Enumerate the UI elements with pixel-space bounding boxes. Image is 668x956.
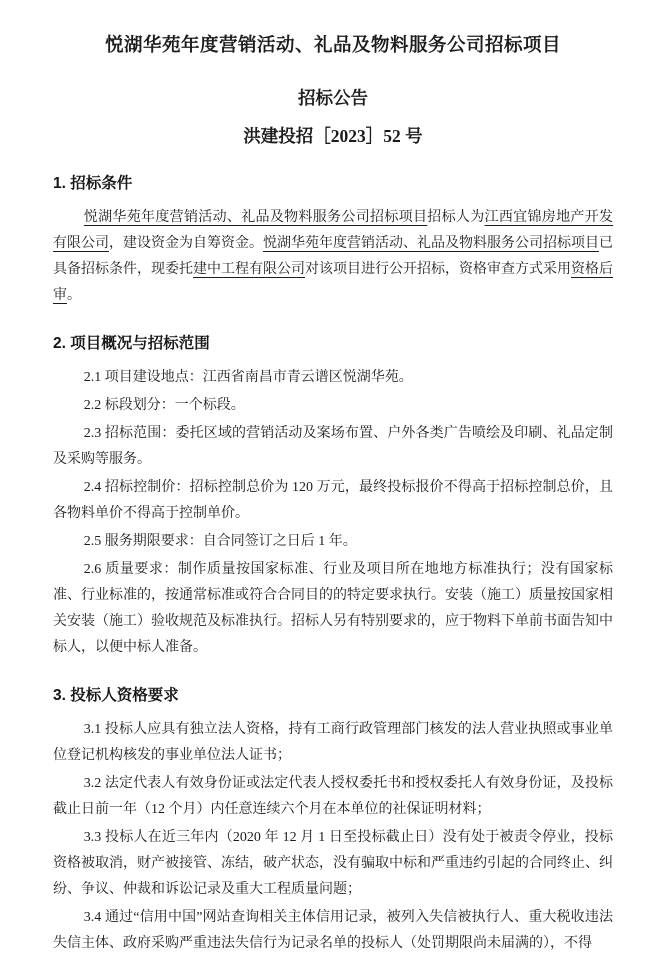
section-2-paragraph-quality: 2.6 质量要求：制作质量按国家标准、行业及项目所在地地方标准执行；没有国家标准、行业标准的，按通常标准或符合合同目的的特定要求执行。安装（施工）质量按国家相关安装（施工）验收规范及标准执行。招标人另有特别要求的，应于物料下单前书面告知中标人，以便中标人准备。 <box>53 562 613 655</box>
section-project-overview <box>53 333 613 661</box>
document-subtitle: 招标公告 <box>298 88 368 108</box>
section-3-paragraph-credit-china: 3.4 通过“信用中国”网站查询相关主体信用记录，被列入失信被执行人、重大税收违法失信主体、政府采购严重违法失信行为记录名单的投标人（处罚期限尚未届满的），不得 <box>53 910 613 951</box>
section-3-paragraph-representative: 3.2 法定代表人有效身份证或法定代表人授权委托书和授权委托人有效身份证，及投标截止日前一年（12 个月）内任意连续六个月在本单位的社保证明材料； <box>53 776 613 817</box>
section-3-heading: 3. 投标人资格要求 <box>53 687 179 704</box>
text-run: 招标人为 <box>427 210 485 225</box>
section-2-paragraph-location: 2.1 项目建设地点：江西省南昌市青云谱区悦湖华苑。 <box>83 370 413 385</box>
underlined-text-run: 江西宜锦房地产开发有限公司 <box>53 210 614 251</box>
text-run: ，建设资金为自筹资金。 <box>109 236 263 251</box>
underlined-text-run: 悦湖华苑年度营销活动、礼品及物料服务公司招标项目 <box>263 236 599 251</box>
text-run: 。 <box>67 288 81 303</box>
underlined-text-run: 资格后审 <box>53 262 613 303</box>
section-bidder-qualifications <box>53 685 613 956</box>
section-2-paragraph-scope: 2.3 招标范围：委托区域的营销活动及案场布置、户外各类广告喷绘及印刷、礼品定制及采购等服务。 <box>53 426 613 467</box>
section-1-paragraph <box>53 205 613 309</box>
underlined-text-run: 悦湖华苑年度营销活动、礼品及物料服务公司招标项目 <box>83 210 428 225</box>
section-bidding-conditions <box>53 173 613 309</box>
text-run: 已具备招标条件，现委托 <box>53 236 613 277</box>
section-2-heading: 2. 项目概况与招标范围 <box>53 335 210 352</box>
underlined-text-run: 建中工程有限公司 <box>193 262 305 277</box>
section-3-paragraph-legal-person: 3.1 投标人应具有独立法人资格，持有工商行政管理部门核发的法人营业执照或事业单位登记机构核发的事业单位法人证书； <box>53 722 613 763</box>
document-number: 洪建投招［2023］52 号 <box>243 126 423 146</box>
text-run: 对该项目进行公开招标，资格审查方式采用 <box>305 262 571 277</box>
section-2-paragraph-price-cap: 2.4 招标控制价：招标控制总价为 120 万元，最终投标报价不得高于招标控制总价，且各物料单价不得高于控制单价。 <box>53 480 613 521</box>
section-3-paragraph-history: 3.3 投标人在近三年内（2020 年 12 月 1 日至投标截止日）没有处于被责令停业，投标资格被取消，财产被接管、冻结，破产状态，没有骗取中标和严重违约引起的合同终止、纠纷、争议、仲裁和诉讼记录及重大工程质量问题； <box>53 830 613 897</box>
section-1-heading: 1. 招标条件 <box>53 175 133 192</box>
section-2-paragraph-lots: 2.2 标段划分：一个标段。 <box>83 398 245 413</box>
section-2-paragraph-service-term: 2.5 服务期限要求：自合同签订之日后 1 年。 <box>83 534 357 549</box>
document-title: 悦湖华苑年度营销活动、礼品及物料服务公司招标项目 <box>104 36 561 56</box>
